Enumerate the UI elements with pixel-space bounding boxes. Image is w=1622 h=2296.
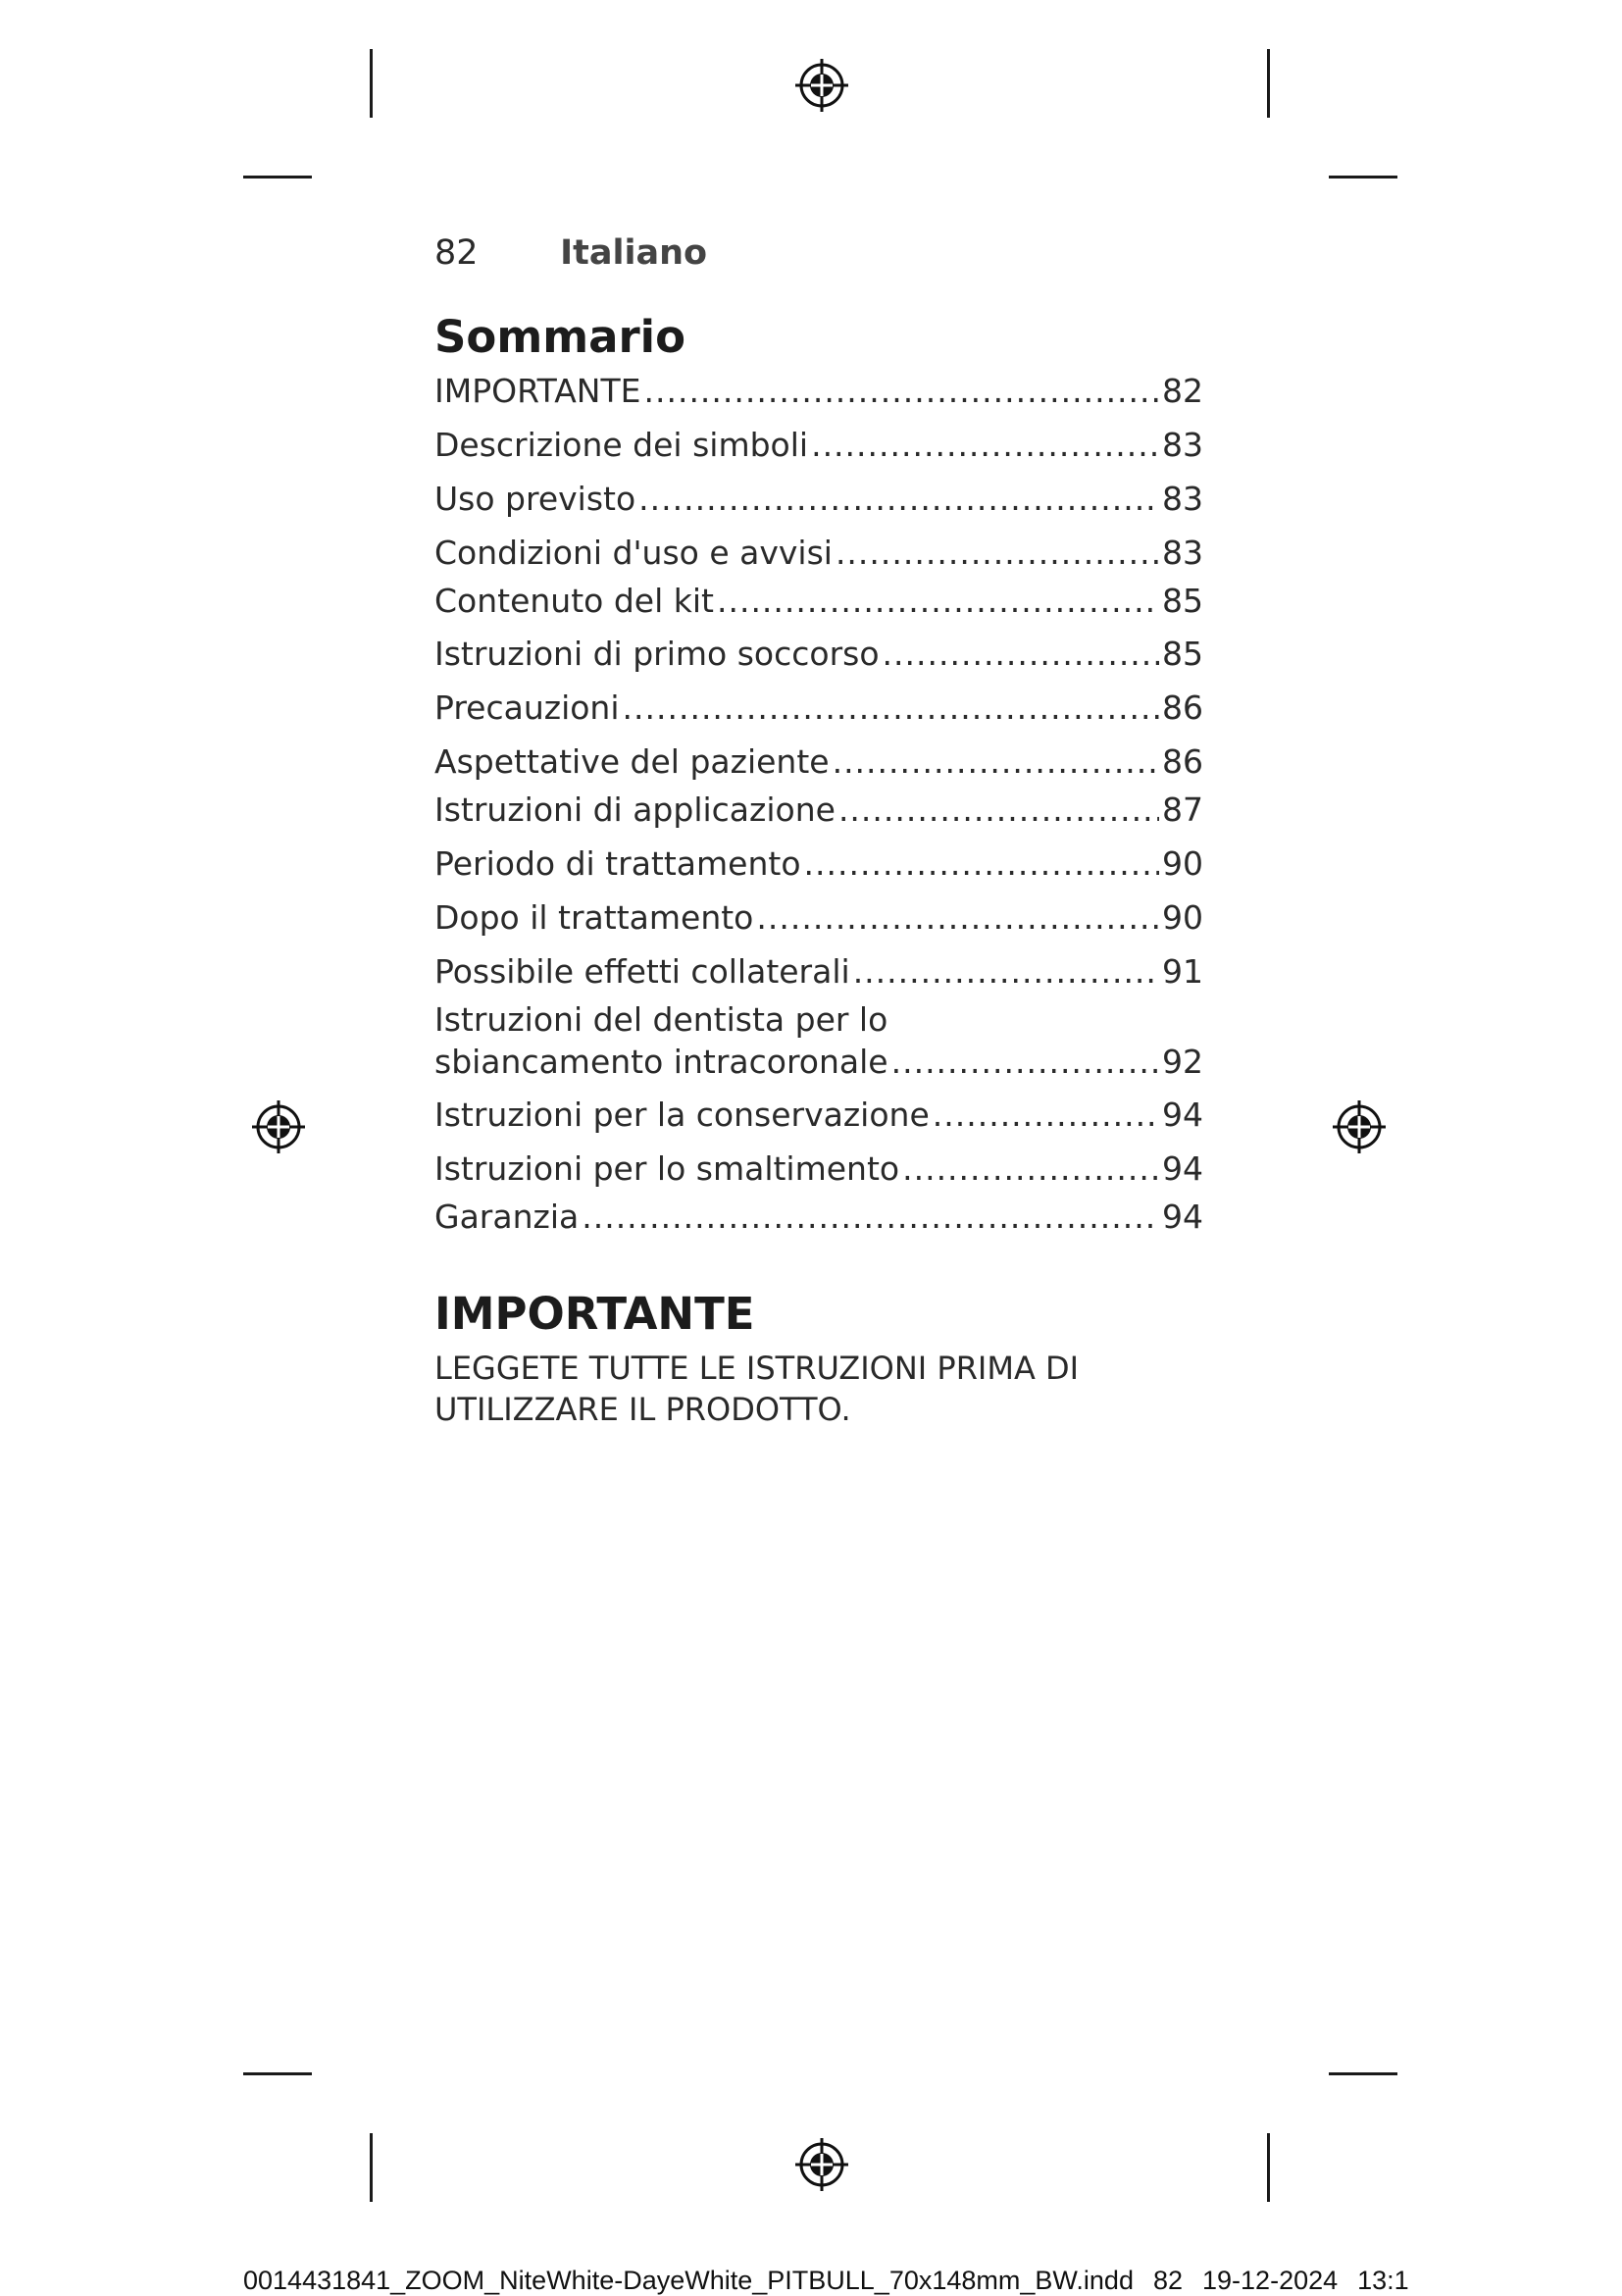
toc-entry-page: 94 [1162,1096,1203,1135]
toc-entry[interactable] [434,425,1203,467]
toc-entry-label: Possibile effetti collaterali [434,951,850,991]
leader-dots [643,371,1159,413]
toc-entry-label: Istruzioni per la conservazione [434,1096,930,1135]
leader-dots [833,741,1159,784]
toc-entry-label-line2: sbiancamento intracoronale [434,1042,888,1081]
leader-dots [804,843,1159,886]
slug-time: 13:1 [1357,2266,1409,2295]
crop-mark-bottom-right [1267,2133,1270,2202]
toc-entry-label: Condizioni d'uso e avvisi [434,533,833,572]
toc-entry-label: Istruzioni per lo smaltimento [434,1149,900,1189]
language-label: Italiano [560,233,708,273]
leader-dots [623,688,1159,730]
important-text [434,1349,1140,1430]
toc-entry-label: Aspettative del paziente [434,742,830,782]
toc-entry-label: Istruzioni di applicazione [434,791,836,830]
toc-entry-label: Dopo il trattamento [434,897,754,937]
table-of-contents [434,371,1203,1239]
toc-entry[interactable] [434,843,1203,886]
toc-entry[interactable] [434,479,1203,521]
slug-date: 19-12-2024 [1202,2266,1339,2295]
toc-entry[interactable] [434,533,1203,575]
toc-entry-page: 90 [1162,844,1203,884]
toc-entry[interactable] [434,897,1203,940]
toc-entry[interactable] [434,581,1203,623]
toc-entry[interactable] [434,688,1203,730]
leader-dots [811,425,1159,467]
toc-entry-label: Garanzia [434,1198,580,1237]
toc-entry-page: 82 [1162,372,1203,410]
registration-mark-icon [793,57,850,114]
leader-dots [891,1042,1159,1084]
toc-entry-label: Periodo di trattamento [434,844,801,884]
page-number: 82 [434,233,479,273]
toc-entry-page: 83 [1162,533,1203,572]
important-line-1: LEGGETE TUTTE LE ISTRUZIONI PRIMA DI [434,1350,1080,1387]
toc-entry-page: 94 [1162,1149,1203,1189]
important-line-2: UTILIZZARE IL PRODOTTO. [434,1390,851,1428]
toc-entry-page: 87 [1162,791,1203,830]
toc-entry-label: Descrizione dei simboli [434,425,809,464]
crop-mark-left-bottom [243,2072,312,2075]
toc-entry-label: Precauzioni [434,689,620,728]
leader-dots [756,897,1159,940]
leader-dots [853,951,1159,994]
leader-dots [836,533,1159,575]
toc-entry[interactable] [434,371,1203,413]
toc-entry-page: 90 [1162,897,1203,937]
toc-entry-page: 85 [1162,635,1203,674]
toc-entry-page: 83 [1162,479,1203,518]
toc-entry[interactable] [434,1148,1203,1191]
registration-mark-icon [793,2136,850,2193]
toc-entry-page: 92 [1162,1042,1203,1081]
leader-dots [883,634,1159,676]
toc-entry-label: Contenuto del kit [434,581,714,620]
toc-entry-label: Istruzioni di primo soccorso [434,635,880,674]
toc-entry[interactable] [434,634,1203,676]
page-title: Sommario [434,311,686,363]
toc-entry-label: Uso previsto [434,479,636,518]
toc-entry-page: 86 [1162,689,1203,728]
running-header [434,233,707,273]
leader-dots [933,1095,1159,1137]
print-slug [243,2266,1429,2296]
toc-entry-page: 94 [1162,1198,1203,1237]
crop-mark-right-bottom [1329,2072,1397,2075]
leader-dots [582,1197,1159,1239]
crop-mark-bottom-left [370,2133,373,2202]
toc-entry[interactable] [434,951,1203,994]
toc-entry-label: IMPORTANTE [434,372,641,410]
crop-mark-right-top [1329,176,1397,179]
registration-mark-icon [250,1098,307,1155]
slug-page: 82 [1152,2266,1184,2295]
toc-entry[interactable] [434,1197,1203,1239]
crop-mark-top-right [1267,49,1270,118]
toc-entry[interactable] [434,1095,1203,1137]
registration-mark-icon [1331,1098,1388,1155]
toc-entry-page: 86 [1162,742,1203,782]
leader-dots [902,1148,1159,1191]
toc-entry-page: 91 [1162,951,1203,991]
leader-dots [638,479,1159,521]
leader-dots [717,581,1159,623]
toc-entry-page: 85 [1162,581,1203,620]
leader-dots [838,790,1159,832]
crop-mark-top-left [370,49,373,118]
toc-entry-page: 83 [1162,425,1203,464]
toc-entry-label-line1: Istruzioni del dentista per lo [434,999,888,1039]
important-heading: IMPORTANTE [434,1288,755,1340]
slug-filename: 0014431841_ZOOM_NiteWhite-DayeWhite_PITBULL_70x148mm_BW.indd [243,2266,1134,2295]
toc-entry[interactable] [434,999,1203,1084]
crop-mark-left-top [243,176,312,179]
toc-entry[interactable] [434,790,1203,832]
toc-entry[interactable] [434,741,1203,784]
